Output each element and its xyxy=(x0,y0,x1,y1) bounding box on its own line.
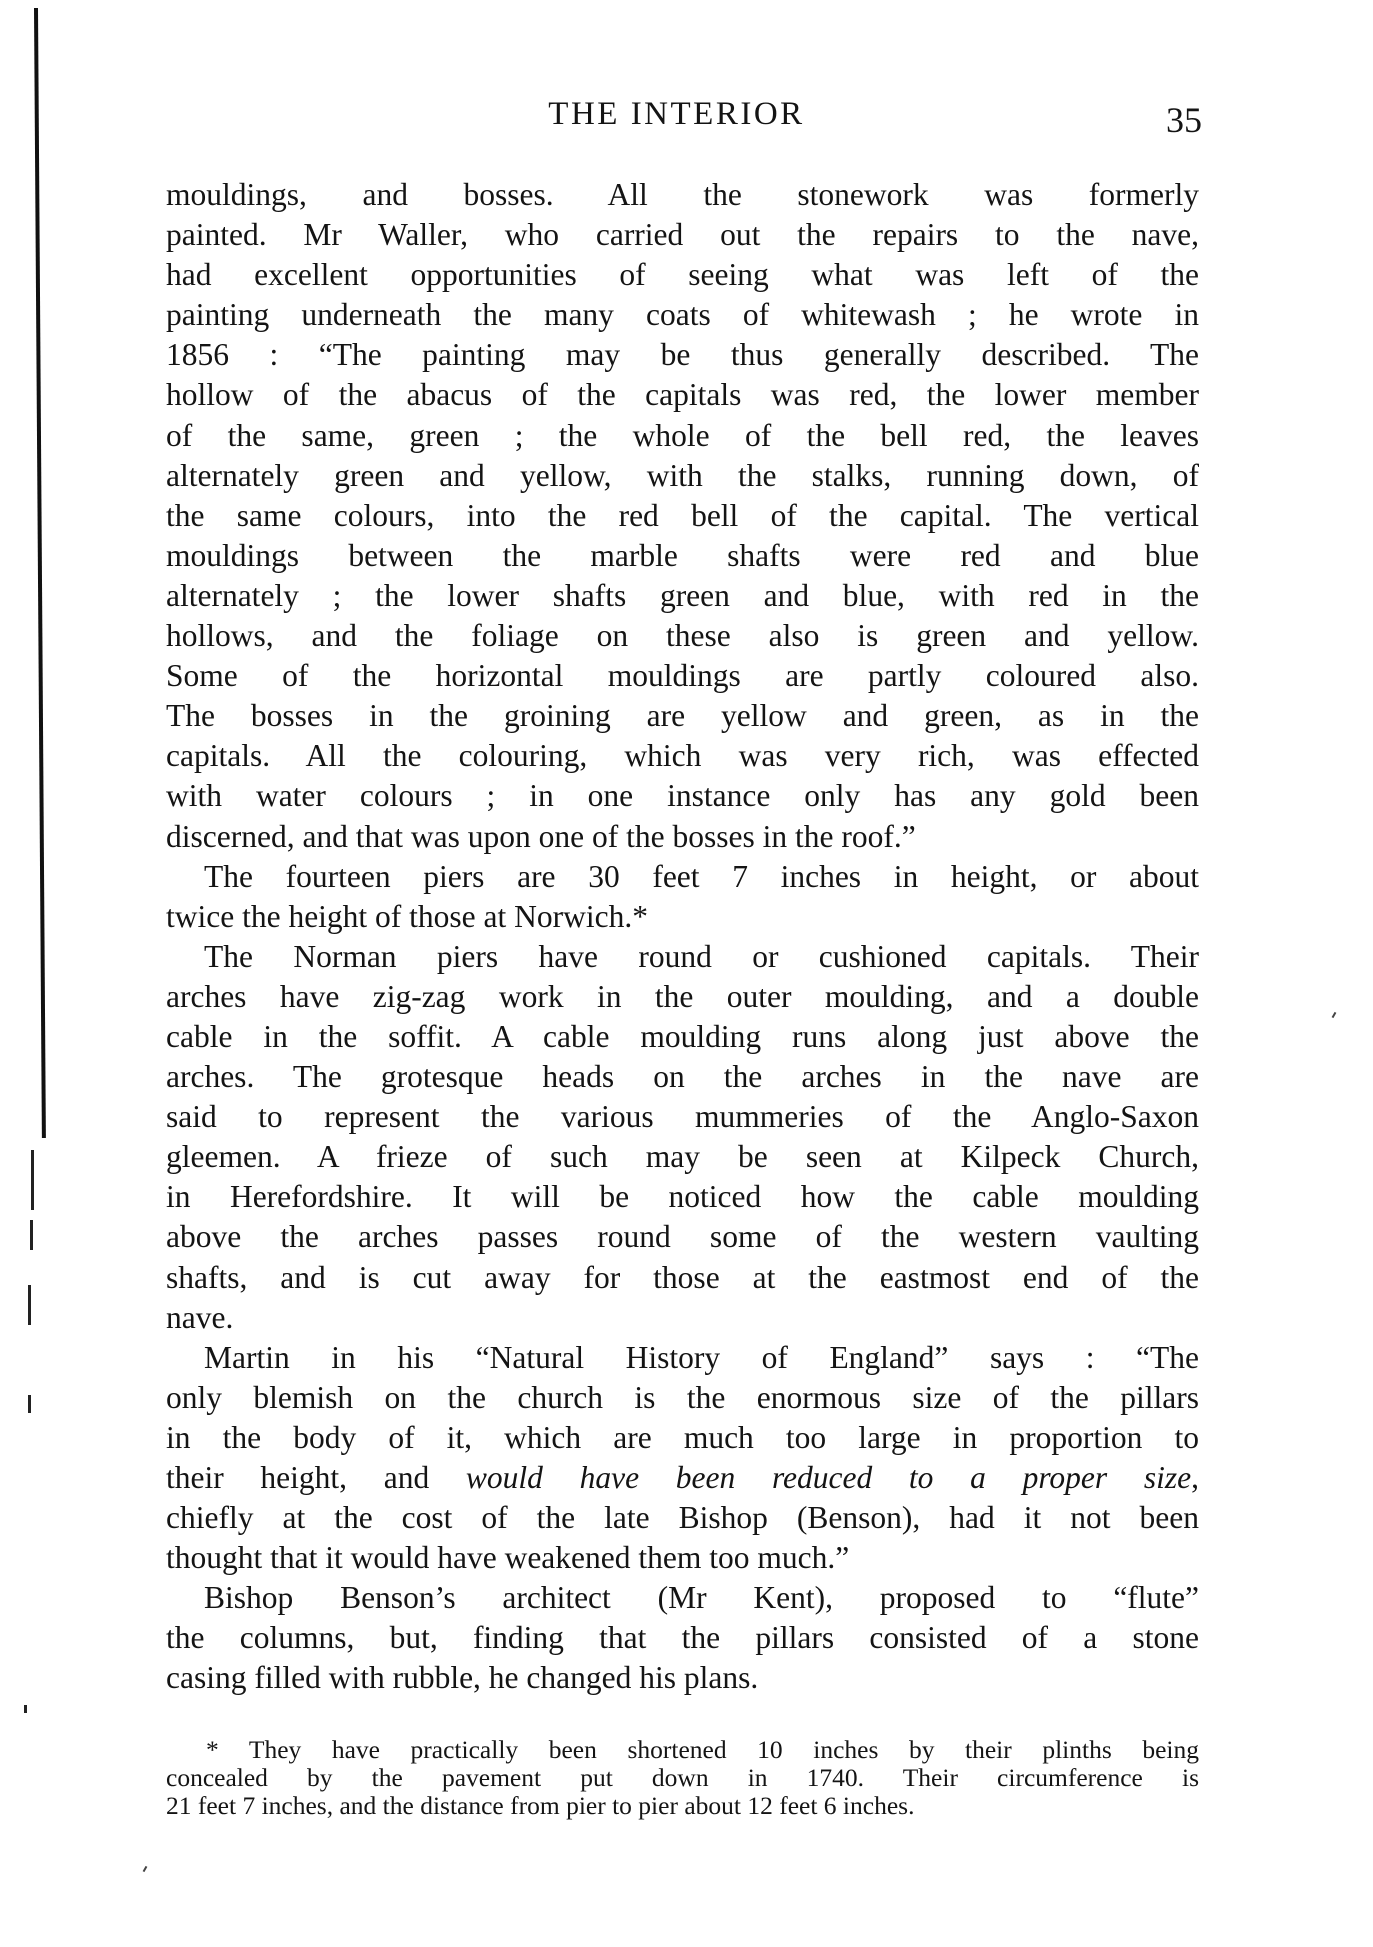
scan-binding-edge xyxy=(34,8,46,1138)
footnote-line: * They have practically been shortened 10 inches by their plinths being xyxy=(206,1735,1199,1764)
text-line: above the arches passes round some of the western vaulting xyxy=(166,1219,1199,1255)
footnote-line: concealed by the pavement put down in 1740. Their circumference is xyxy=(166,1763,1199,1792)
italic-quote: would have been reduced to a proper size xyxy=(465,1460,1192,1495)
page-number: 35 xyxy=(1166,100,1202,140)
scan-speck xyxy=(143,1866,148,1872)
text-line: Some of the horizontal mouldings are partly coloured also. xyxy=(166,658,1199,694)
text-line: painting underneath the many coats of whitewash ; he wrote in xyxy=(166,297,1199,333)
footnote-line: 21 feet 7 inches, and the distance from pier to pier about 12 feet 6 inches. xyxy=(166,1791,915,1820)
scan-speck xyxy=(1332,1012,1337,1018)
text-line: of the same, green ; the whole of the bell red, the leaves xyxy=(166,417,1199,453)
text-line: mouldings, and bosses. All the stonework was formerly xyxy=(166,177,1199,212)
paragraph-start-line: The fourteen piers are 30 feet 7 inches in height, or about xyxy=(204,858,1199,894)
paragraph-start-line: The Norman piers have round or cushioned capitals. Their xyxy=(204,938,1199,974)
text-line: nave. xyxy=(166,1299,234,1335)
text-line: in Herefordshire. It will be noticed how the cable moulding xyxy=(166,1179,1199,1215)
running-head-text: THE INTERIOR xyxy=(548,96,805,132)
text-line: discerned, and that was upon one of the bosses in the roof.” xyxy=(166,818,916,854)
text-line: said to represent the various mummeries of the Anglo-Saxon xyxy=(166,1099,1199,1135)
text-line: arches have zig-zag work in the outer moulding, and a double xyxy=(166,978,1199,1014)
scan-binding-fragment xyxy=(31,1150,34,1210)
text-line: mouldings between the marble shafts were red and blue xyxy=(166,537,1199,573)
text-line: alternately ; the lower shafts green and blue, with red in the xyxy=(166,577,1199,613)
text-line: hollows, and the foliage on these also is green and yellow. xyxy=(166,618,1199,654)
text-line: had excellent opportunities of seeing what was left of the xyxy=(166,257,1199,293)
scan-binding-fragment xyxy=(30,1220,33,1250)
text-line: painted. Mr Waller, who carried out the repairs to the nave, xyxy=(166,217,1199,253)
text-line: casing filled with rubble, he changed his plans. xyxy=(166,1660,759,1696)
text-line: alternately green and yellow, with the stalks, running down, of xyxy=(166,457,1199,493)
text-line-with-italic xyxy=(166,1458,1199,1498)
text-line: The bosses in the groining are yellow and green, as in the xyxy=(166,698,1199,734)
text-line: chiefly at the cost of the late Bishop (Benson), had it not been xyxy=(166,1500,1199,1536)
text-line: with water colours ; in one instance only has any gold been xyxy=(166,778,1199,814)
text-line: gleemen. A frieze of such may be seen at Kilpeck Church, xyxy=(166,1139,1199,1175)
text-line: cable in the soffit. A cable moulding runs along just above the xyxy=(166,1018,1199,1054)
text-line: in the body of it, which are much too large in proportion to xyxy=(166,1419,1199,1455)
text-run: , xyxy=(1191,1460,1199,1495)
text-run: their height, and xyxy=(166,1460,466,1495)
text-line: the columns, but, finding that the pillars consisted of a stone xyxy=(166,1620,1199,1656)
scan-binding-fragment xyxy=(28,1395,31,1413)
scan-binding-fragment xyxy=(24,1705,27,1713)
text-line-with-footnote-ref: twice the height of those at Norwich.* xyxy=(166,898,648,934)
text-line: 1856 : “The painting may be thus generally described. The xyxy=(166,337,1199,373)
text-line: capitals. All the colouring, which was very rich, was effected xyxy=(166,738,1199,774)
scan-binding-fragment xyxy=(28,1285,31,1325)
text-line: thought that it would have weakened them too much.” xyxy=(166,1540,850,1576)
body-text xyxy=(166,175,1199,1699)
text-line: hollow of the abacus of the capitals was red, the lower member xyxy=(166,377,1199,413)
paragraph-start-line: Bishop Benson’s architect (Mr Kent), proposed to “flute” xyxy=(204,1580,1199,1616)
text-line: arches. The grotesque heads on the arches in the nave are xyxy=(166,1059,1199,1095)
text-line: the same colours, into the red bell of the capital. The vertical xyxy=(166,497,1199,533)
text-line: only blemish on the church is the enormous size of the pillars xyxy=(166,1379,1199,1415)
text-line: shafts, and is cut away for those at the eastmost end of the xyxy=(166,1259,1199,1295)
footnote xyxy=(166,1736,1199,1820)
paragraph-start-line: Martin in his “Natural History of England” says : “The xyxy=(204,1339,1199,1375)
